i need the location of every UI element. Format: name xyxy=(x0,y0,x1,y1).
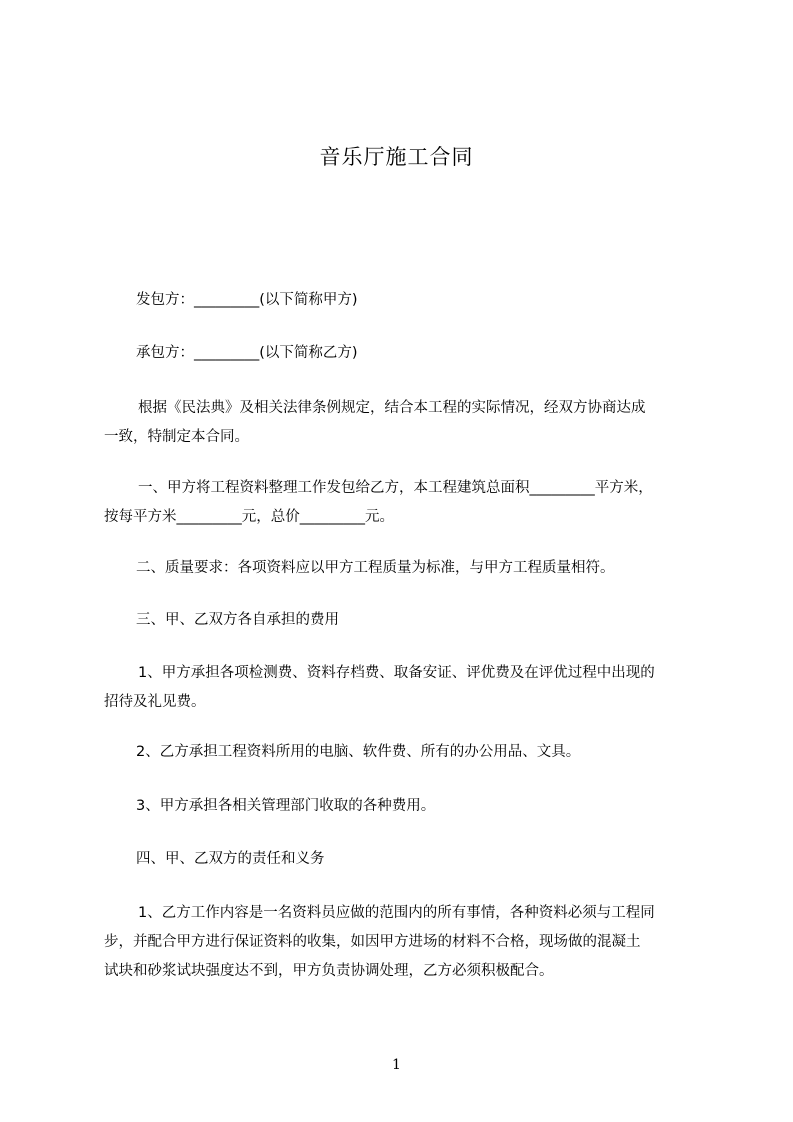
document-title: 音乐厅施工合同 xyxy=(319,145,474,169)
text-line: 二、质量要求：各项资料应以甲方工程质量为标准，与甲方工程质量相符。 xyxy=(136,560,615,576)
clause-3-item-1 xyxy=(104,659,714,717)
text-line: 发包方：_________(以下简称甲方) xyxy=(136,292,358,308)
text-line: 招待及礼见费。 xyxy=(104,694,206,710)
clause-preamble xyxy=(104,394,714,452)
page-number: 1 xyxy=(392,1057,401,1073)
text-line: 一、甲方将工程资料整理工作发包给乙方，本工程建筑总面积_________平方米， xyxy=(138,480,653,496)
clause-3-heading xyxy=(104,606,746,635)
text-line: 承包方：_________(以下简称乙方) xyxy=(136,345,358,361)
text-line: 一致，特制定本合同。 xyxy=(104,429,249,445)
text-line: 2、乙方承担工程资料所用的电脑、软件费、所有的办公用品、文具。 xyxy=(136,744,581,760)
clause-3-item-2 xyxy=(104,738,746,767)
text-line: 根据《民法典》及相关法律条例规定，结合本工程的实际情况，经双方协商达成 xyxy=(138,400,646,416)
clause-2-quality xyxy=(104,554,746,583)
clause-4-heading xyxy=(104,845,746,874)
text-line: 四、甲、乙双方的责任和义务 xyxy=(136,851,325,867)
text-line: 按每平方米_________元，总价_________元。 xyxy=(104,509,394,525)
text-line: 3、甲方承担各相关管理部门收取的各种费用。 xyxy=(136,798,436,814)
clause-1-scope xyxy=(104,474,714,532)
text-line: 1、乙方工作内容是一名资料员应做的范围内的所有事情，各种资料必须与工程同 xyxy=(138,905,655,921)
clause-party-a xyxy=(104,286,746,315)
clause-4-item-1 xyxy=(104,899,714,986)
clause-party-b xyxy=(104,339,746,368)
clause-3-item-3 xyxy=(104,792,746,821)
text-line: 试块和砂浆试块强度达不到，甲方负责协调处理，乙方必须积极配合。 xyxy=(104,963,554,979)
text-line: 1、甲方承担各项检测费、资料存档费、取备安证、评优费及在评优过程中出现的 xyxy=(138,665,655,681)
text-line: 步，并配合甲方进行保证资料的收集，如因甲方进场的材料不合格，现场做的混凝土 xyxy=(104,934,641,950)
text-line: 三、甲、乙双方各自承担的费用 xyxy=(136,612,339,628)
